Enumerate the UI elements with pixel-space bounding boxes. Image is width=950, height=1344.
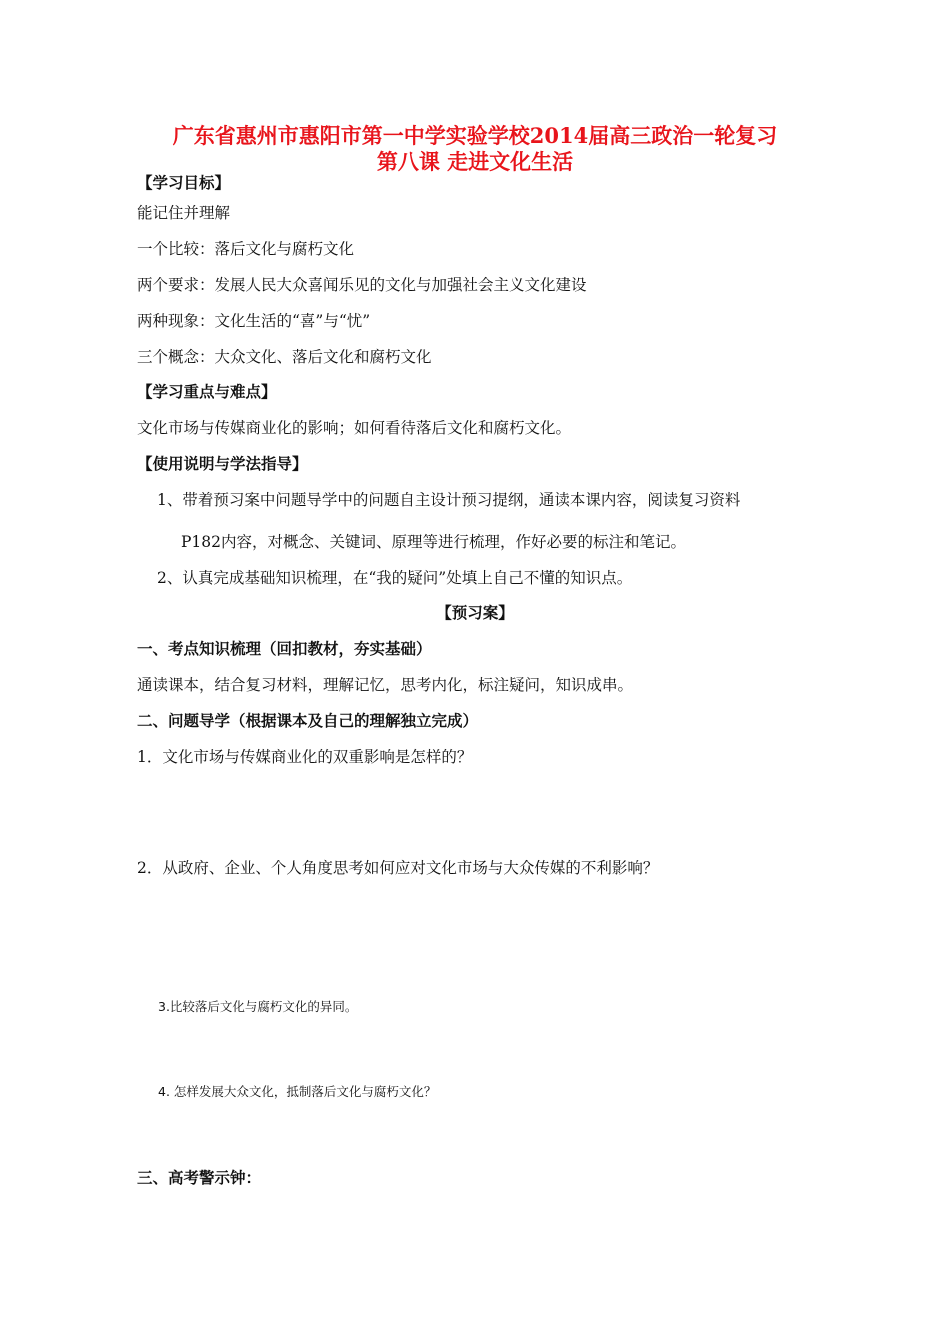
objectives-intro: 能记住并理解 bbox=[137, 204, 231, 222]
section1-heading: 一、考点知识梳理（回扣教材，夯实基础） bbox=[137, 640, 432, 658]
objectives-heading: 【学习目标】 bbox=[137, 174, 231, 192]
objective-item: 两个要求：发展人民大众喜闻乐见的文化与加强社会主义文化建设 bbox=[137, 276, 587, 294]
document-title-line2: 第八课 走进文化生活 bbox=[376, 149, 574, 174]
instruction-item-1-line2: P182内容，对概念、关键词、原理等进行梳理，作好必要的标注和笔记。 bbox=[181, 533, 687, 551]
question-item: 3.比较落后文化与腐朽文化的异同。 bbox=[158, 999, 358, 1014]
section3-heading: 三、高考警示钟： bbox=[137, 1169, 262, 1187]
instruction-item-2: 2、认真完成基础知识梳理，在“我的疑问”处填上自己不懂的知识点。 bbox=[157, 569, 633, 587]
question-item: 1．文化市场与传媒商业化的双重影响是怎样的？ bbox=[137, 748, 473, 766]
question-item: 4. 怎样发展大众文化，抵制落后文化与腐朽文化？ bbox=[158, 1084, 437, 1099]
document-title-line1: 广东省惠州市惠阳市第一中学实验学校2014届高三政治一轮复习 bbox=[172, 123, 778, 148]
objective-item: 三个概念：大众文化、落后文化和腐朽文化 bbox=[137, 348, 432, 366]
instructions-heading: 【使用说明与学法指导】 bbox=[137, 455, 308, 473]
key-points-heading: 【学习重点与难点】 bbox=[137, 383, 277, 401]
section1-text: 通读课本，结合复习材料，理解记忆，思考内化，标注疑问，知识成串。 bbox=[137, 676, 634, 694]
preview-heading: 【预习案】 bbox=[436, 604, 514, 622]
instruction-item-1-line1: 1、带着预习案中问题导学中的问题自主设计预习提纲，通读本课内容，阅读复习资料 bbox=[157, 491, 741, 509]
question-item: 2．从政府、企业、个人角度思考如何应对文化市场与大众传媒的不利影响？ bbox=[137, 859, 659, 877]
key-points-text: 文化市场与传媒商业化的影响；如何看待落后文化和腐朽文化。 bbox=[137, 419, 572, 437]
objective-item: 两种现象：文化生活的“喜”与“忧” bbox=[137, 312, 371, 330]
section2-heading: 二、问题导学（根据课本及自己的理解独立完成） bbox=[137, 712, 479, 730]
objective-item: 一个比较：落后文化与腐朽文化 bbox=[137, 240, 355, 258]
